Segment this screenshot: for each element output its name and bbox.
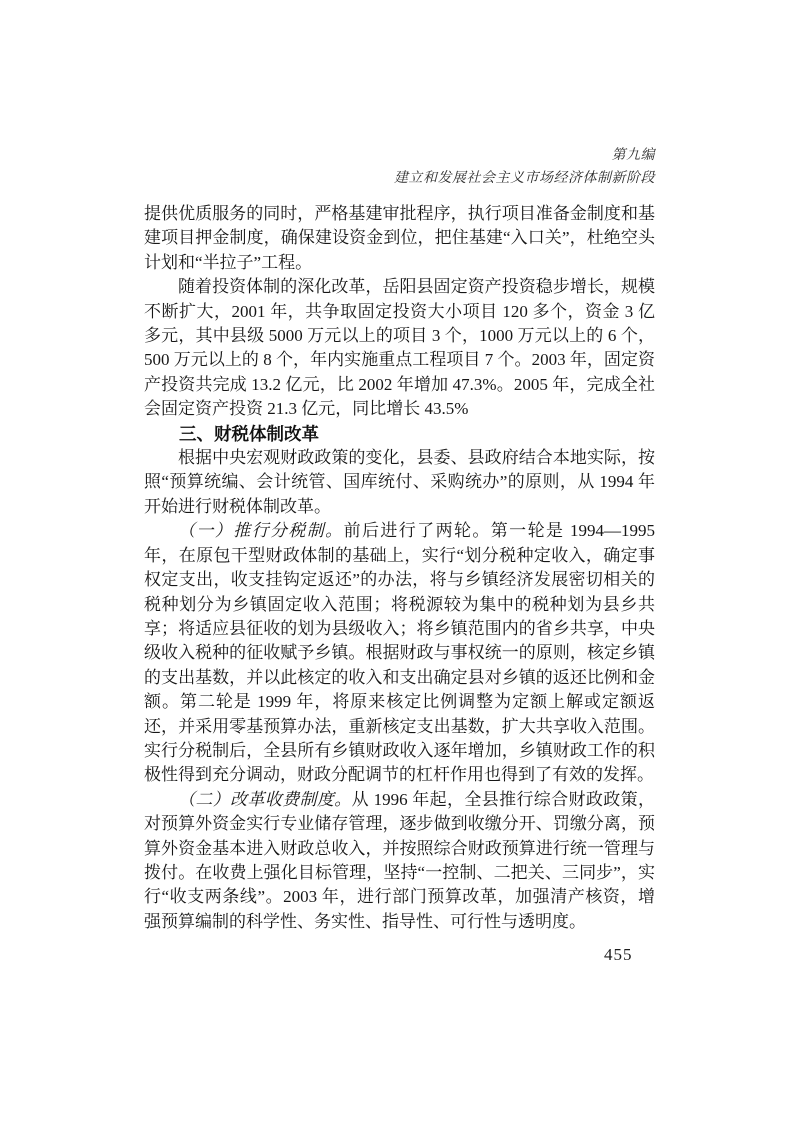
paragraph-tax-reform	[144, 519, 655, 787]
running-header	[394, 144, 655, 190]
paragraph-fee-reform	[144, 788, 655, 934]
page-number: 455	[604, 945, 633, 964]
section-heading: 三、财税体制改革	[179, 423, 319, 444]
paragraph-intro: 根据中央宏观财政政策的变化，县委、县政府结合本地实际，按照“预算统编、会计统管、国库统付、采购统办”的原则，从 1994 年开始进行财税体制改革。	[144, 448, 655, 516]
header-volume-label: 第九编	[611, 148, 655, 163]
paragraph-tax-reform-lead: （一）推行分税制。	[178, 521, 344, 541]
paragraph-investment: 随着投资体制的深化改革，岳阳县固定资产投资稳步增长，规模不断扩大，2001 年，共争取固定投资大小项目 120 多个，资金 3 亿多元，其中县级 5000 万元以上的项目 3 个，1000 万元以上的 6 个，500 万元以上的 8 个，年内实施重点工程项目 7 个。2003 年，固定资产投资共完成 13.2 亿元，比 2002 年增加 47.3%。2005 年，完成全社会固定资产投资 21.3 亿元，同比增长 43.5%	[144, 277, 655, 419]
body-text	[144, 202, 655, 934]
paragraph-construction-continuation: 提供优质服务的同时，严格基建审批程序，执行项目准备金制度和基建项目押金制度，确保建设资金到位，把住基建“入口关”，杜绝空头计划和“半拉子”工程。	[144, 204, 655, 272]
paragraph-fee-reform-text: 从 1996 年起，全县推行综合财政政策，对预算外资金实行专业储存管理，逐步做到收缴分开、罚缴分离，预算外资金基本进入财政总收入，并按照综合财政预算进行统一管理与拨付。在收费上强化目标管理，坚持“一控制、二把关、三同步”，实行“收支两条线”。2003 年，进行部门预算改革，加强清产核资，增强预算编制的科学性、务实性、指导性、可行性与透明度。	[144, 789, 656, 931]
paragraph-tax-reform-text: 前后进行了两轮。第一轮是 1994—1995 年，在原包干型财政体制的基础上，实行“划分税种定收入，确定事权定支出，收支挂钩定返还”的办法，将与乡镇经济发展密切相关的税种划分为乡镇固定收入范围；将税源较为集中的税种划为县乡共享；将适应县征收的划为县级收入；将乡镇范围内的省乡共享，中央级收入税种的征收赋予乡镇。根据财政与事权统一的原则，核定乡镇的支出基数，并以此核定的收入和支出确定县对乡镇的返还比例和金额。第二轮是 1999 年，将原来核定比例调整为定额上解或定额返还，并采用零基预算办法，重新核定支出基数，扩大共享收入范围。实行分税制后，全县所有乡镇财政收入逐年增加，乡镇财政工作的积极性得到充分调动，财政分配调节的杠杆作用也得到了有效的发挥。	[144, 521, 656, 785]
paragraph-fee-reform-lead: （二）改革收费制度。	[178, 789, 352, 809]
header-chapter-title: 建立和发展社会主义市场经济体制新阶段	[394, 171, 655, 186]
